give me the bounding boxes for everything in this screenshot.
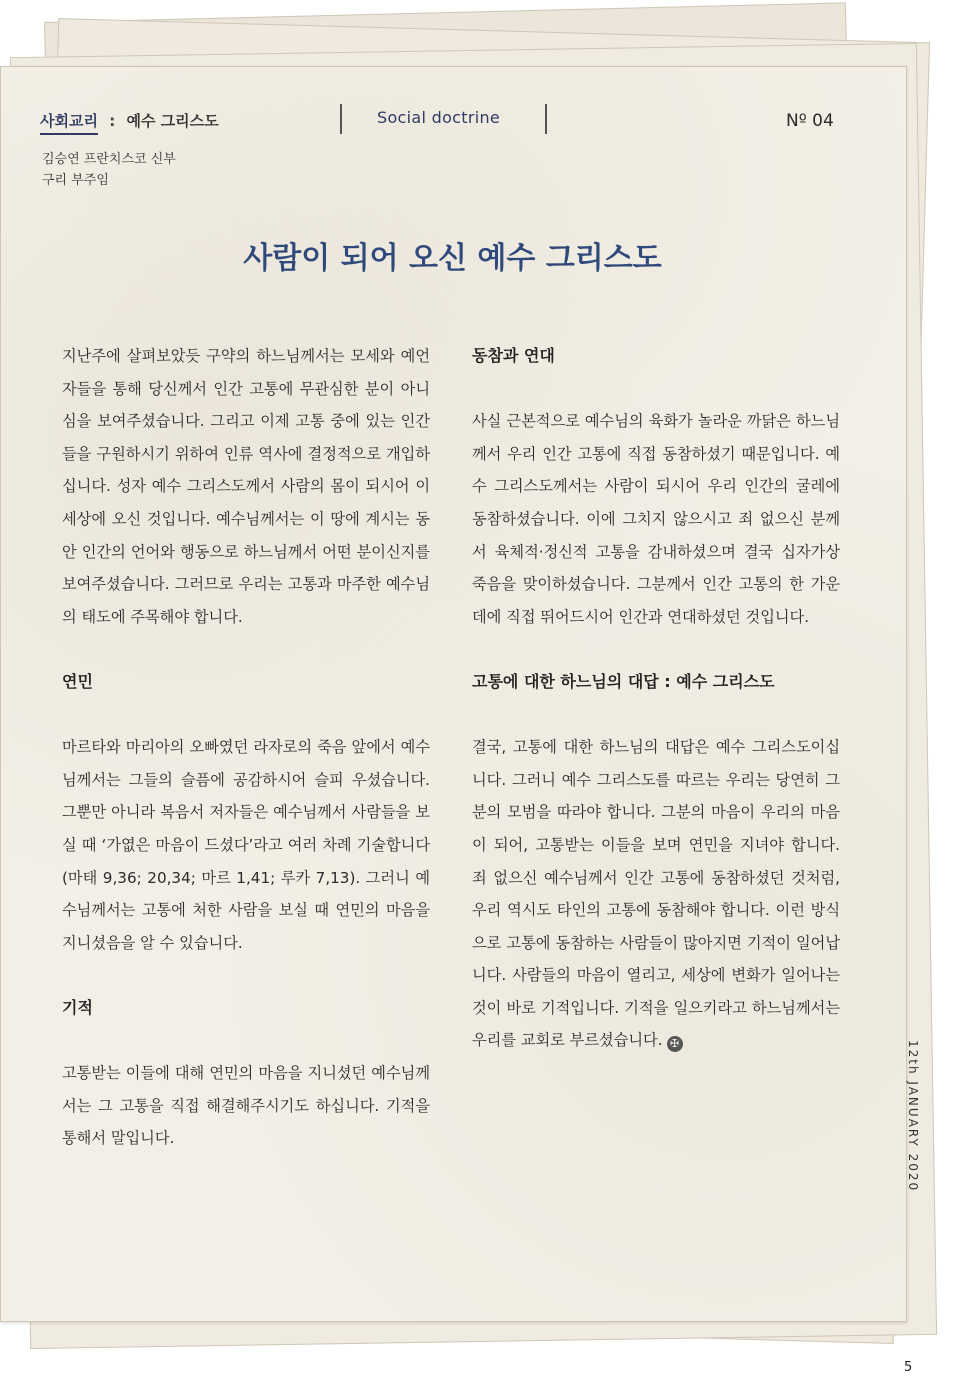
section-heading: 고통에 대한 하느님의 대답 : 예수 그리스도 [472, 671, 775, 691]
body-paragraph: 고통받는 이들에 대해 연민의 마음을 지니셨던 예수님께서는 그 고통을 직접 해결해주시기도 하십니다. 기적을 통해서 말입니다. [62, 1064, 430, 1148]
series-topic: 예수 그리스도 [126, 112, 219, 130]
intro-paragraph: 지난주에 살펴보았듯 구약의 하느님께서는 모세와 예언자들을 통해 당신께서 인간 고통에 무관심한 분이 아니심을 보여주셨습니다. 그리고 이제 고통 중에 있는 인간들을 구원하시기 위하여 인류 역사에 결정적으로 개입하십니다. 성자 예수 그리스도께서 사람의 몸이 되시어 이 세상에 오신 것입니다. 예수님께서는 이 땅에 계시는 동안 인간의 언어와 행동으로 하느님께서 어떤 분이신지를 보여주셨습니다. 그러므로 우리는 고통과 마주한 예수님의 태도에 주목해야 합니다. [62, 347, 430, 626]
series-header [40, 110, 219, 131]
body-paragraph: 사실 근본적으로 예수님의 육화가 놀라운 까닭은 하느님께서 우리 인간 고통에 직접 동참하셨기 때문입니다. 예수 그리스도께서는 사람이 되시어 우리 인간의 굴레에 동참하셨습니다. 이에 그치지 않으시고 죄 없으신 분께서 육체적·정신적 고통을 감내하셨으며 결국 십자가상 죽음을 맞이하셨습니다. 그분께서 인간 고통의 한 가운데에 직접 뛰어드시어 인간과 연대하셨던 것입니다. [472, 412, 840, 626]
header-divider [340, 104, 342, 134]
page-number: 5 [904, 1360, 913, 1375]
issue-number: Nº 04 [786, 111, 834, 131]
section-title-en: Social doctrine [377, 108, 501, 127]
author-role: 구리 부주임 [42, 173, 109, 188]
left-column [62, 340, 430, 1155]
section-heading: 동참과 연대 [472, 346, 555, 365]
closing-text: 결국, 고통에 대한 하느님의 대답은 예수 그리스도이십니다. 그러니 예수 그리스도를 따르는 우리는 당연히 그분의 모범을 따라야 합니다. 그분의 마음이 우리의 마음이 되어, 고통받는 이들을 보며 연민을 지녀야 합니다. 죄 없으신 예수님께서 인간 고통에 동참하셨던 것처럼, 우리 역시도 타인의 고통에 동참해야 합니다. 이런 방식으로 고통에 동참하는 사람들이 많아지면 기적이 일어납니다. 사람들의 마음이 열리고, 세상에 변화가 일어나는 것이 바로 기적입니다. 기적을 일으키라고 하느님께서는 우리를 교회로 부르셨습니다. [472, 738, 840, 1050]
series-separator: : [109, 112, 116, 130]
end-mark-icon: ✠ [667, 1036, 683, 1052]
section-heading: 기적 [62, 997, 93, 1017]
author-name: 김승연 프란치스코 신부 [42, 152, 176, 167]
right-column [472, 340, 840, 1057]
article-title: 사람이 되어 오신 예수 그리스도 [243, 241, 662, 276]
body-paragraph: 마르타와 마리아의 오빠였던 라자로의 죽음 앞에서 예수님께서는 그들의 슬픔에 공감하시어 슬피 우셨습니다. 그뿐만 아니라 복음서 저자들은 예수님께서 사람들을 보실 때 ‘가엾은 마음이 드셨다’라고 여러 차례 기술합니다(마태 9,36; 20,34; 마르 1,41; 루카 7,13). 그러니 예수님께서는 고통에 처한 사람을 보실 때 연민의 마음을 지니셨음을 알 수 있습니다. [62, 738, 430, 952]
author-block [42, 149, 176, 191]
issue-date: 12th JANUARY 2020 [906, 1040, 920, 1193]
section-heading: 연민 [62, 671, 93, 691]
series-label: 사회교리 [40, 112, 98, 135]
header-divider [545, 104, 547, 134]
body-paragraph [472, 731, 840, 1057]
